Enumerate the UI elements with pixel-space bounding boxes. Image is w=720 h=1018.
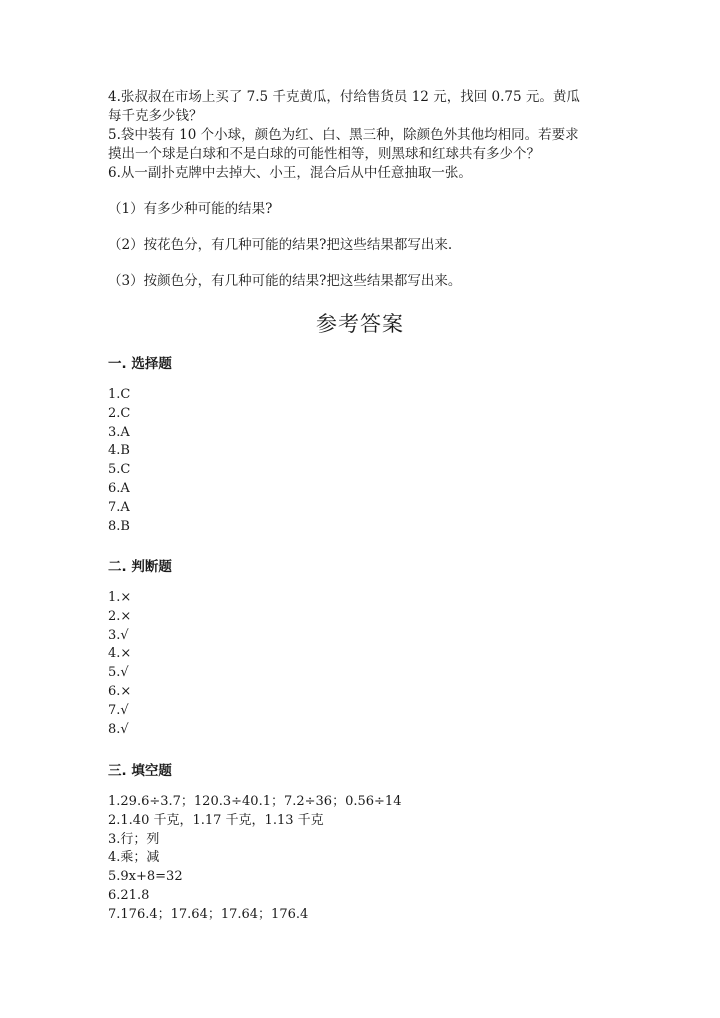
answer-list-judge bbox=[108, 589, 131, 739]
list-item: 5.C bbox=[108, 462, 131, 478]
list-item: 6.21.8 bbox=[108, 887, 150, 903]
list-item: 7.176.4；17.64；17.64；176.4 bbox=[108, 906, 309, 922]
question-5-line-1: 5.袋中装有 10 个小球，颜色为红、白、黑三种，除颜色外其他均相同。若要求 bbox=[108, 127, 579, 143]
list-item: 6.× bbox=[108, 683, 132, 699]
list-item: 3.A bbox=[108, 424, 130, 440]
question-6-sub-1: （1）有多少种可能的结果? bbox=[108, 201, 273, 217]
list-item: 5.9x+8=32 bbox=[108, 869, 183, 885]
answers-title: 参考答案 bbox=[316, 312, 404, 336]
list-item: 2.C bbox=[108, 405, 131, 421]
answer-list-choice bbox=[108, 386, 130, 536]
section-heading-fill: 三. 填空题 bbox=[108, 763, 172, 779]
list-item: 4.B bbox=[108, 443, 130, 459]
question-5-line-2: 摸出一个球是白球和不是白球的可能性相等，则黑球和红球共有多少个？ bbox=[108, 146, 540, 162]
question-6-line-1: 6.从一副扑克牌中去掉大、小王，混合后从中任意抽取一张。 bbox=[108, 165, 472, 181]
list-item: 4.× bbox=[108, 646, 132, 662]
section-heading-choice: 一. 选择题 bbox=[108, 356, 172, 372]
list-item: 1.× bbox=[108, 590, 132, 605]
list-item: 8.√ bbox=[108, 721, 129, 737]
list-item: 4.乘；减 bbox=[108, 850, 160, 866]
list-item: 2.× bbox=[108, 608, 132, 624]
question-6-sub-2: （2）按花色分，有几种可能的结果?把这些结果都写出来. bbox=[108, 237, 453, 253]
section-heading-judge: 二. 判断题 bbox=[108, 559, 172, 575]
list-item: 7.A bbox=[108, 499, 130, 515]
question-4-line-2: 每千克多少钱？ bbox=[108, 108, 203, 124]
question-6-sub-3: （3）按颜色分，有几种可能的结果?把这些结果都写出来。 bbox=[108, 273, 462, 289]
list-item: 7.√ bbox=[108, 702, 129, 718]
list-item: 2.1.40 千克，1.17 千克，1.13 千克 bbox=[108, 812, 324, 828]
answer-list-fill bbox=[108, 793, 401, 925]
question-4-line-1: 4.张叔叔在市场上买了 7.5 千克黄瓜，付给售货员 12 元，找回 0.75 元。黄瓜 bbox=[108, 89, 580, 105]
list-item: 1.C bbox=[108, 387, 131, 402]
list-item: 3.行；列 bbox=[108, 831, 160, 847]
list-item: 8.B bbox=[108, 518, 130, 534]
list-item: 3.√ bbox=[108, 627, 129, 643]
list-item: 5.√ bbox=[108, 665, 129, 681]
list-item: 1.29.6÷3.7；120.3÷40.1；7.2÷36；0.56÷14 bbox=[108, 794, 402, 809]
list-item: 6.A bbox=[108, 480, 130, 496]
